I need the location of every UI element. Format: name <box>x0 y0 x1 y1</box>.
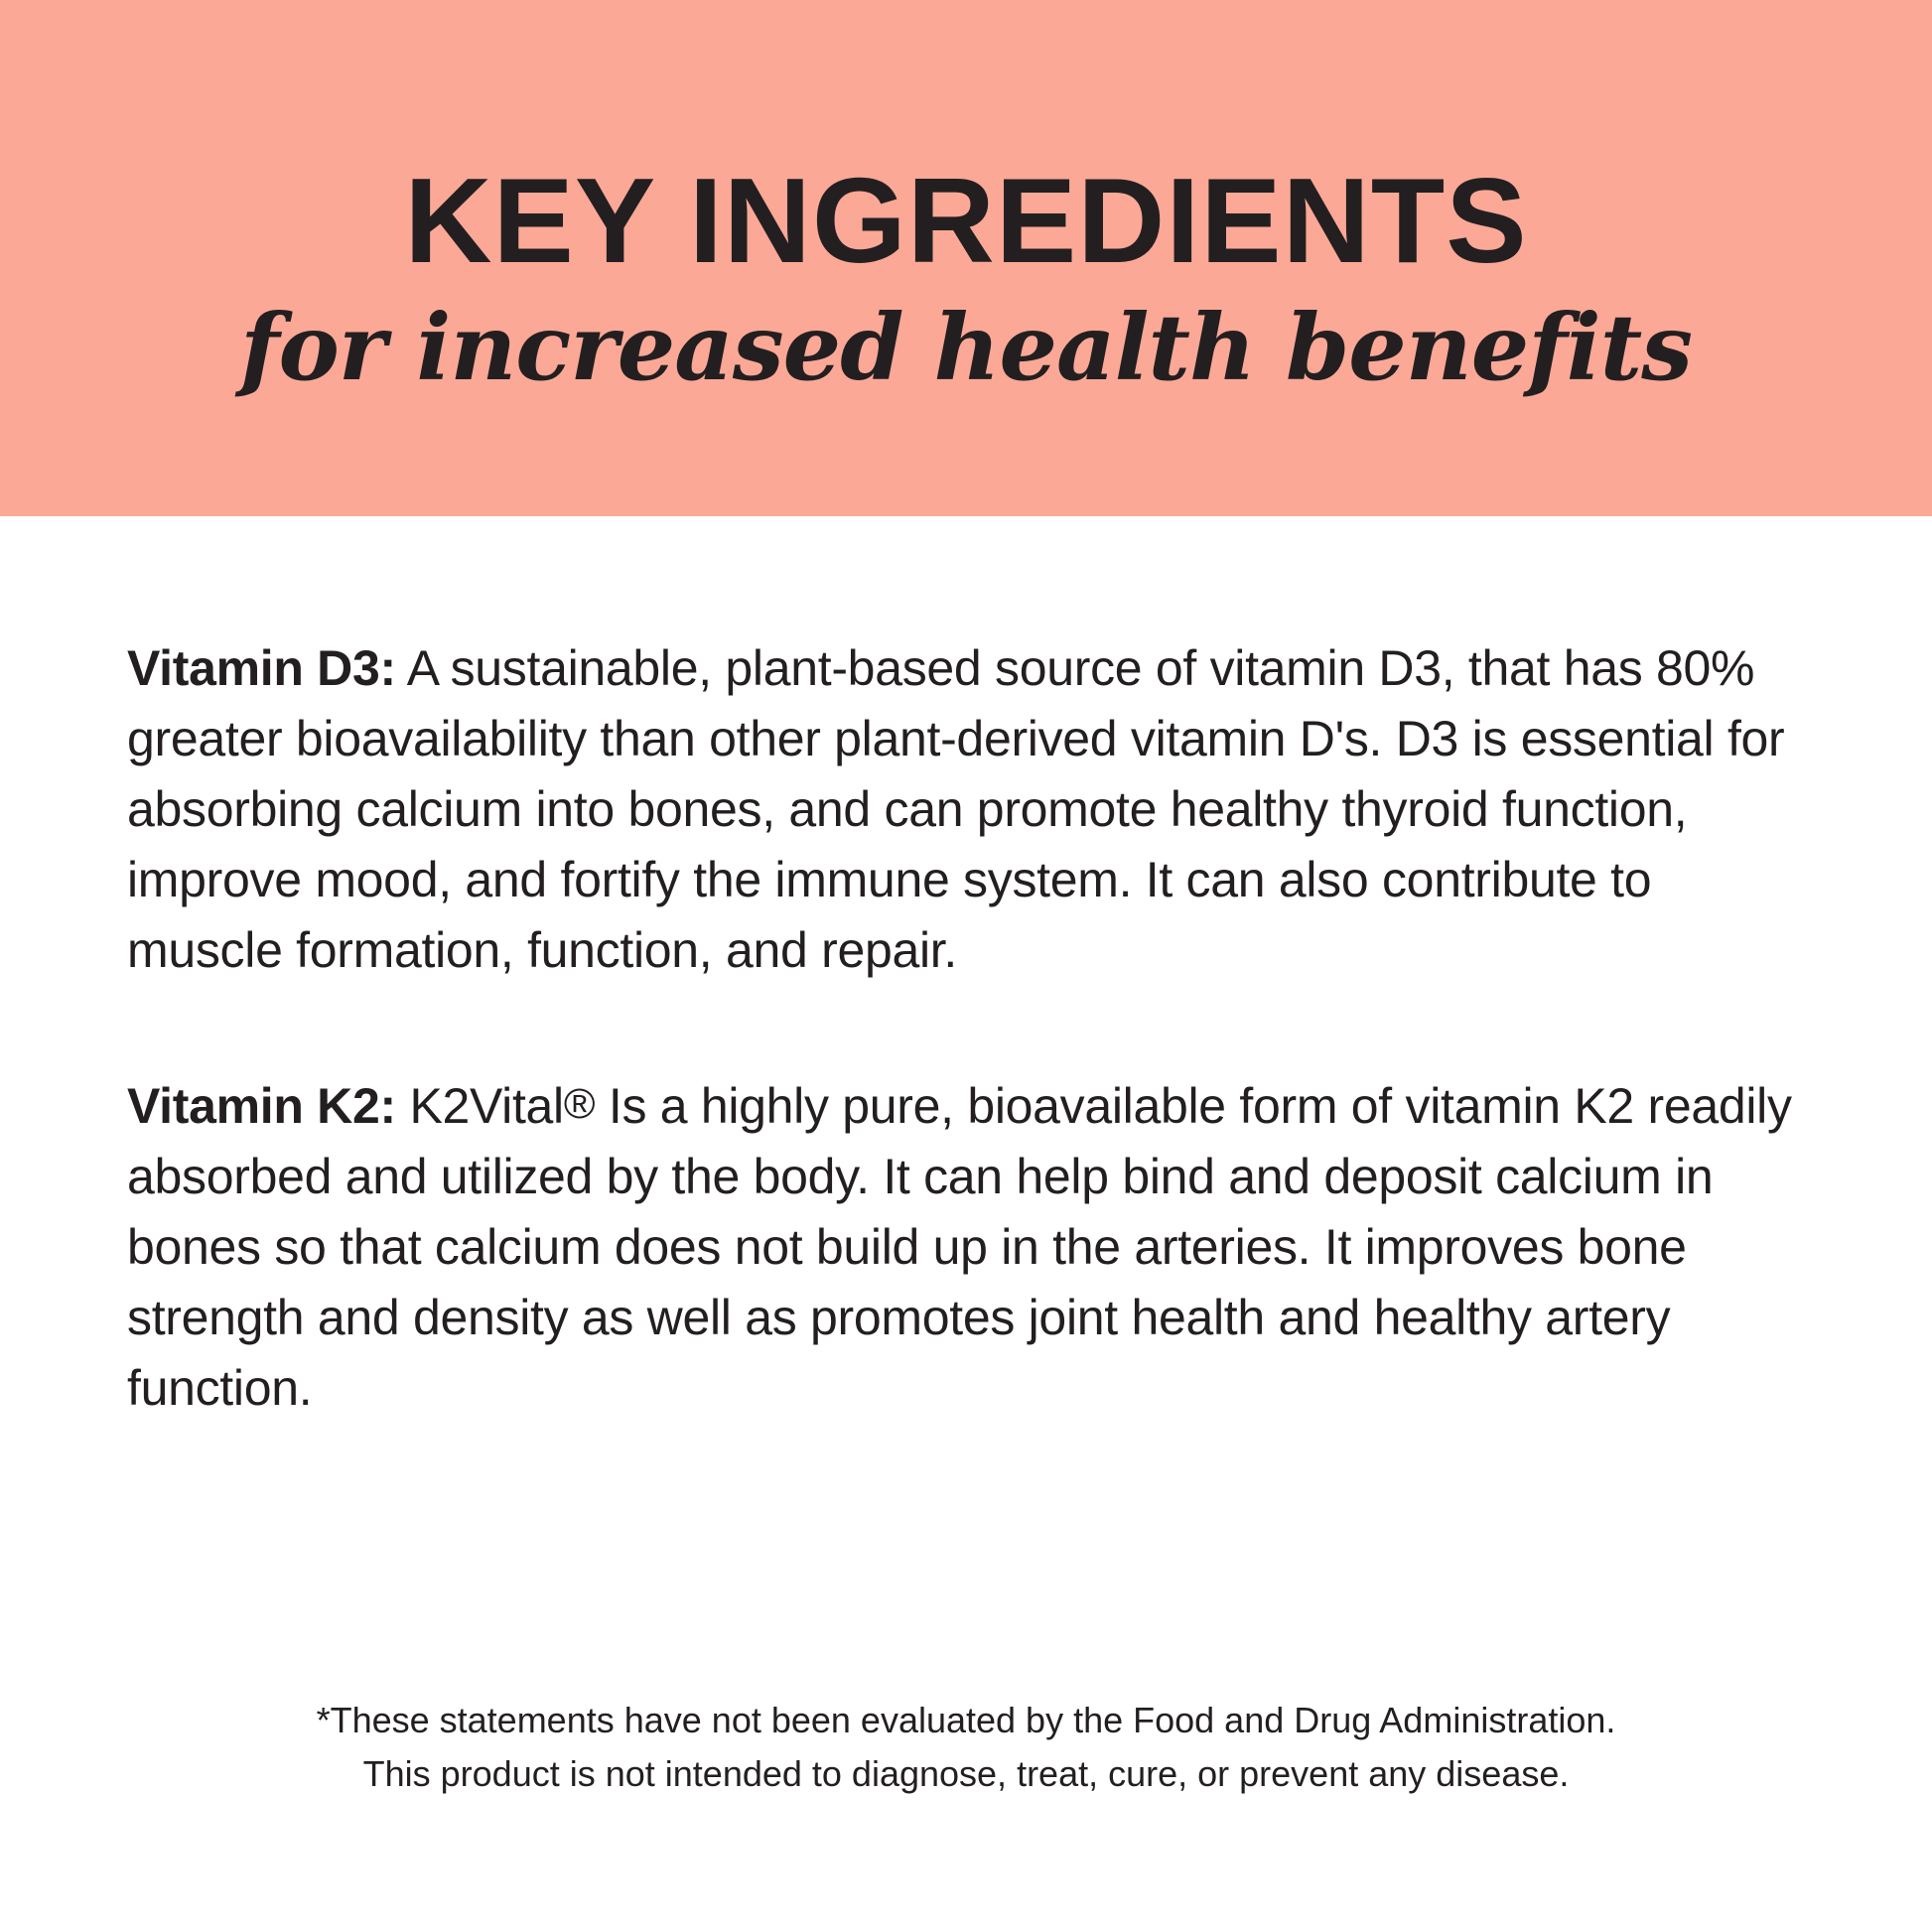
ingredient-name-vitamin-k2: Vitamin K2: <box>127 1078 396 1134</box>
ingredients-list <box>0 516 1932 1424</box>
ingredient-description-vitamin-d3: A sustainable, plant-based source of vitamin D3, that has 80% greater bioavailability than other plant-derived vitamin D's. D3 is essential for absorbing calcium into bones, and can promote healthy thyroid function, improve mood, and fortify the immune system. It can also contribute to muscle formation, function, and repair. <box>127 640 1785 978</box>
disclaimer-line-2: This product is not intended to diagnose, treat, cure, or prevent any disease. <box>362 1753 1570 1794</box>
ingredient-vitamin-k2 <box>127 1071 1805 1424</box>
page-title: KEY INGREDIENTS <box>404 153 1528 289</box>
disclaimer-line-1: *These statements have not been evaluated by the Food and Drug Administration. <box>316 1700 1616 1740</box>
page-subtitle: for increased health benefits <box>239 294 1693 402</box>
ingredient-name-vitamin-d3: Vitamin D3: <box>127 640 396 696</box>
ingredient-description-vitamin-k2-pre: K2Vital <box>395 1078 564 1134</box>
disclaimer <box>0 1694 1932 1801</box>
ingredient-description-vitamin-k2-post: Is a highly pure, bioavailable form of vitamin K2 readily absorbed and utilized by the body. It can help bind and deposit calcium in bones so that calcium does not build up in the arteries. It improves bone strength and density as well as promotes joint health and healthy artery function. <box>127 1078 1792 1416</box>
registered-trademark-icon: ® <box>563 1079 596 1128</box>
header-band <box>0 0 1932 516</box>
ingredient-vitamin-d3 <box>127 633 1805 986</box>
